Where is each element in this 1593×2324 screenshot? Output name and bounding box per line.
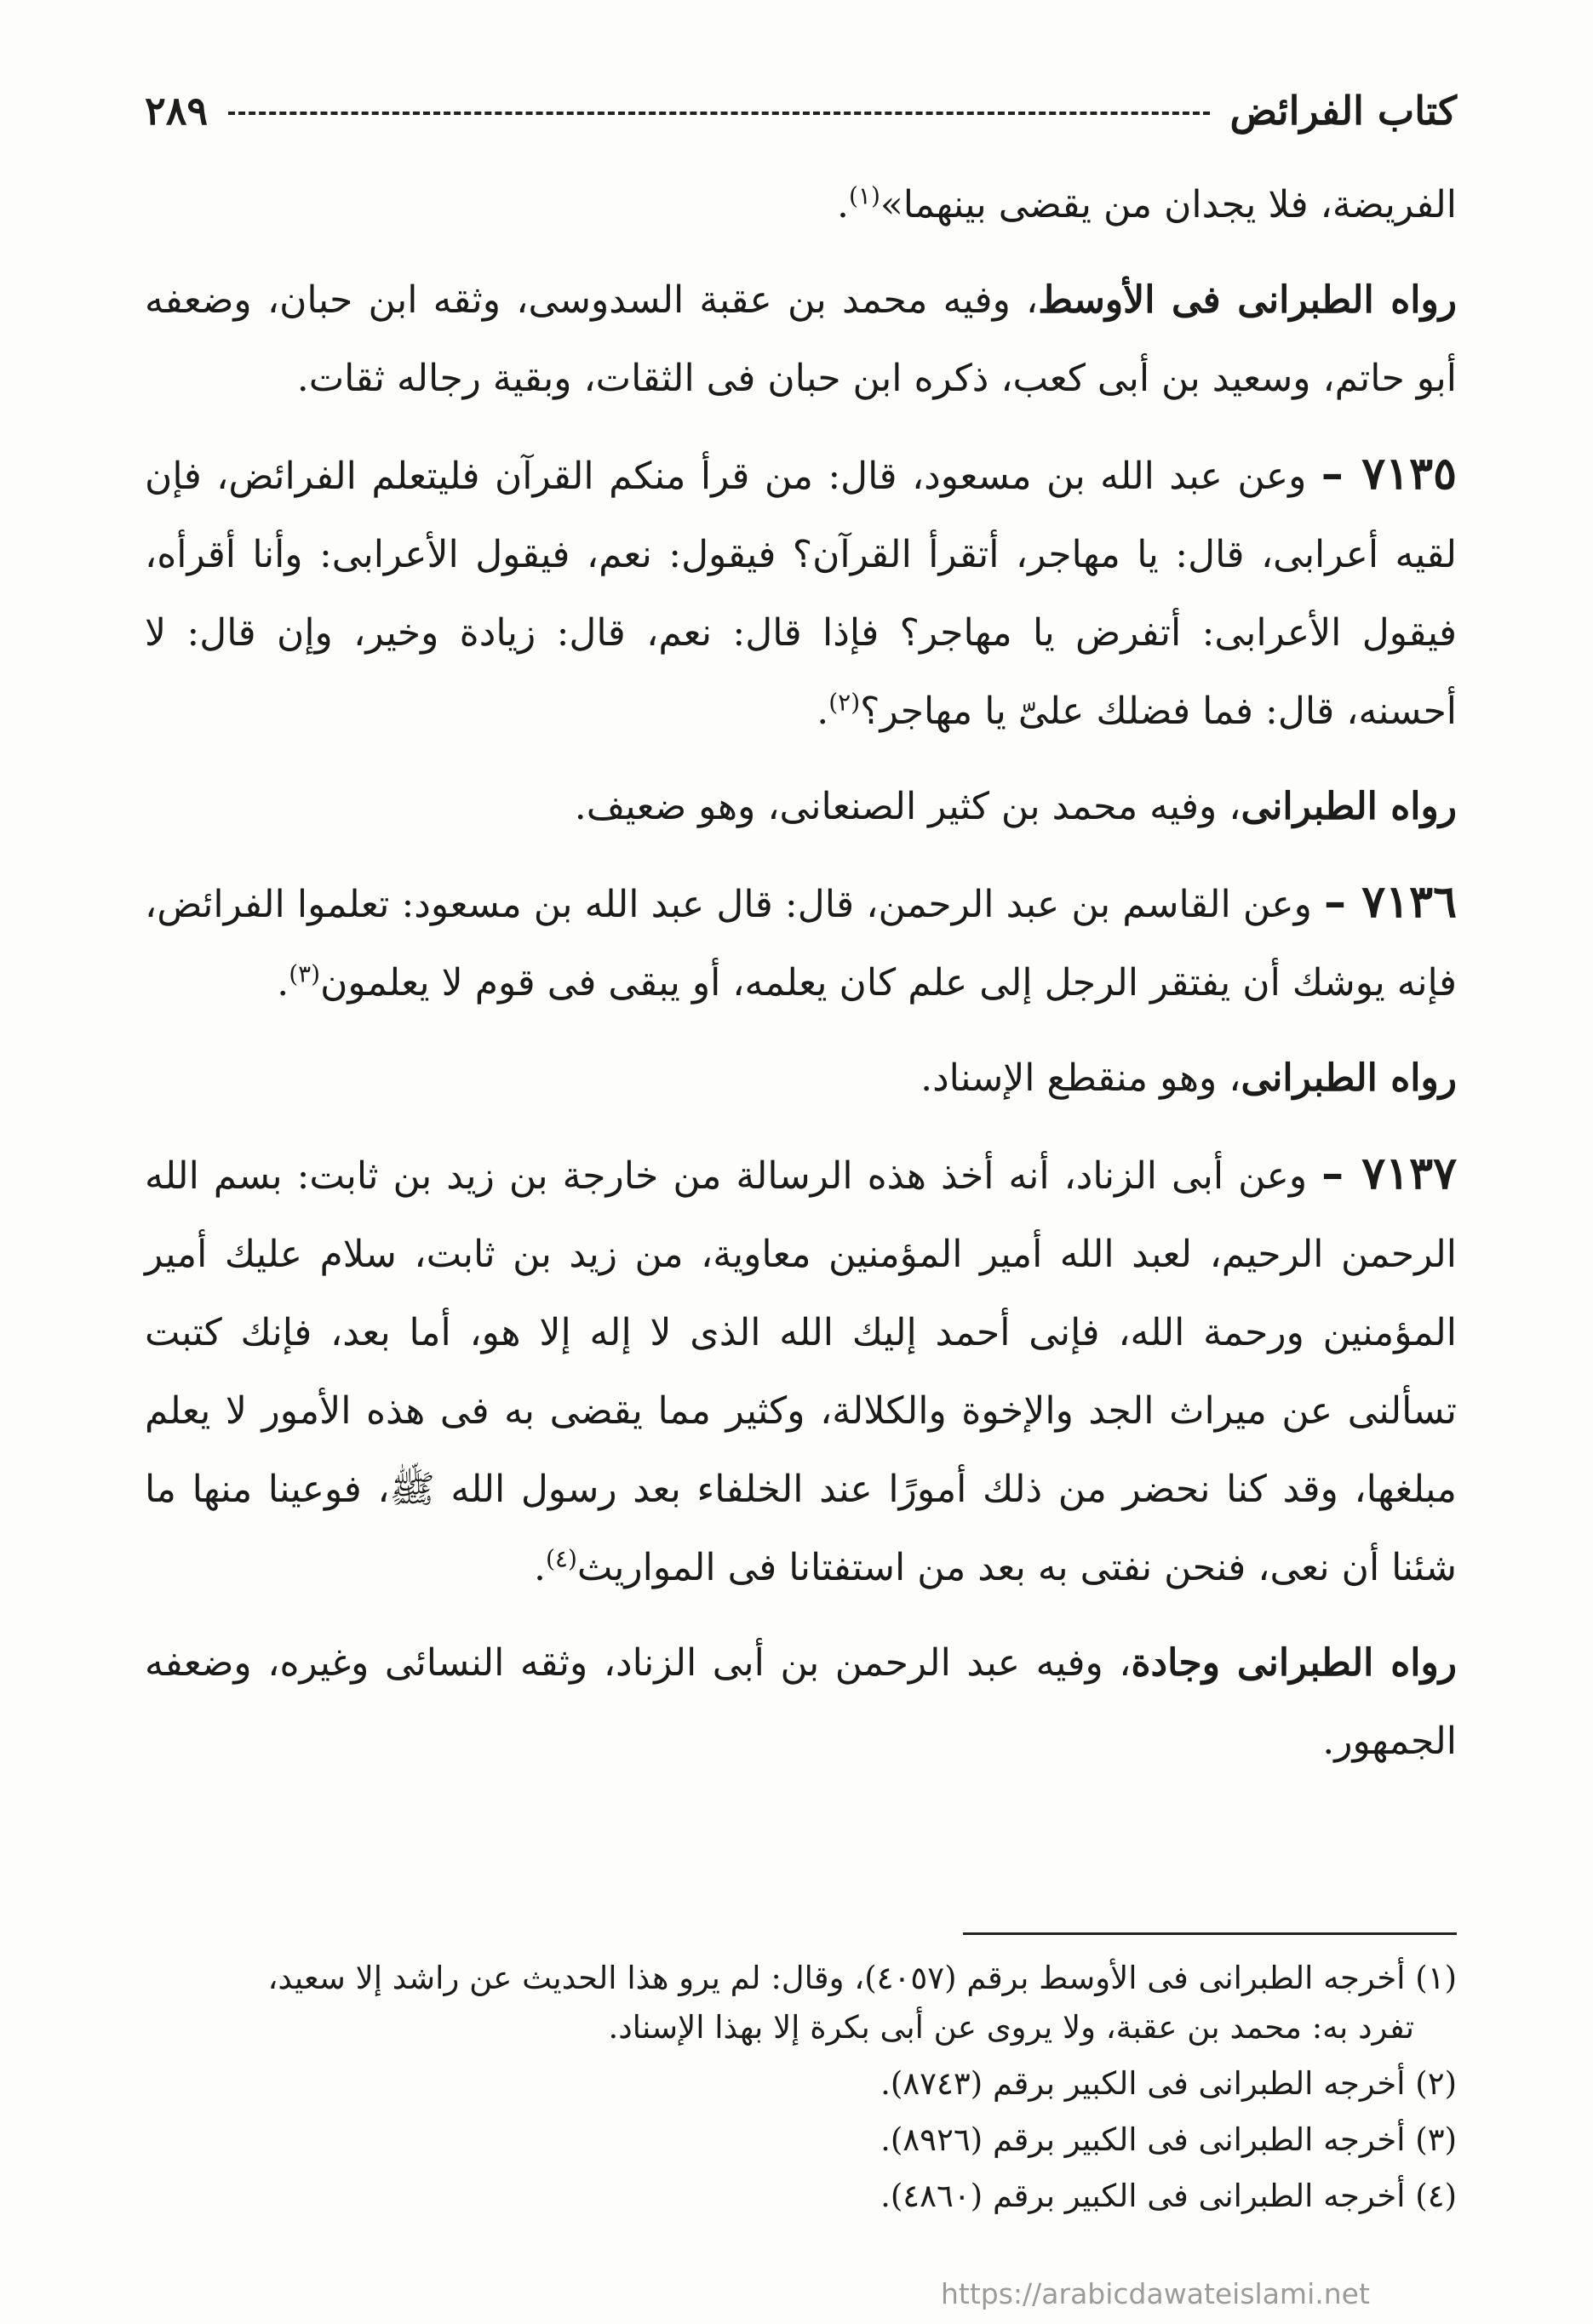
paragraph-text: ، وفيه محمد بن كثير الصنعانى، وهو ضعيف.: [574, 785, 1241, 828]
narrator-attribution: رواه الطبرانى وجادة: [1131, 1641, 1457, 1685]
footnote-text: (١) أخرجه الطبرانى فى الأوسط برقم (٤٠٥٧)، وقال: لم يرو هذا الحديث عن راشد إلا سعيد،: [267, 1960, 1457, 1996]
footnote-ref: (١): [848, 181, 880, 210]
hadith-number: ٧١٣٦ –: [1324, 876, 1457, 928]
paragraph-text: وعن عبد الله بن مسعود، قال: من قرأ منكم القرآن فليتعلم الفرائض، فإن لقيه أعرابى، قال: يا مهاجر، أتقرأ القرآن؟ فيقول: نعم، فيقول الأعرابى: وأنا أقرأه، فيقول الأعرابى: أتفرض يا مهاجر؟ فإذا قال: نعم، قال: زيادة وخير، وإن قال: لا أحسنه، قال: فما فضلك علىّ يا مهاجر؟: [145, 455, 1457, 733]
hadith-number: ٧١٣٧ –: [1321, 1148, 1457, 1199]
paragraph-end: .: [533, 1546, 546, 1589]
paragraph-continuation: [145, 166, 1457, 244]
paragraph-end: .: [277, 961, 289, 1005]
paragraph-text: الفريضة، فلا يجدان من يقضى بينهما»: [880, 183, 1457, 226]
footnote-2: [145, 2059, 1457, 2109]
footnote-3: [145, 2115, 1457, 2165]
paragraph-text: ، وفيه محمد بن عقبة السدوسى، وثقه ابن حبان، وضعفه أبو حاتم، وسعيد بن أبى كعب، ذكره ابن حبان فى الثقات، وبقية رجاله ثقات.: [145, 278, 1457, 400]
narrator-attribution: رواه الطبرانى: [1241, 1056, 1457, 1100]
header-dashed-rule: [228, 112, 1209, 115]
book-page: [145, 0, 1457, 2324]
footnote-divider: [963, 1932, 1457, 1935]
footnote-1: [145, 1954, 1457, 2052]
running-head: [145, 81, 1457, 140]
paragraph-text: وعن القاسم بن عبد الرحمن، قال: قال عبد الله بن مسعود: تعلموا الفرائض، فإنه يوشك أن يفتقر الرجل إلى علم كان يعلمه، أو يبقى فى قوم لا يعلمون: [145, 883, 1457, 1005]
watermark-url: https://arabicdawateislami.net: [941, 2277, 1370, 2310]
narration-note: [145, 768, 1457, 846]
paragraph-text: ، وفيه عبد الرحمن بن أبى الزناد، وثقه النسائى وغيره، وضعفه الجمهور.: [145, 1641, 1457, 1763]
footnote-4: [145, 2172, 1457, 2221]
paragraph-end: .: [817, 690, 829, 733]
narrator-attribution: رواه الطبرانى: [1241, 785, 1457, 828]
book-title: كتاب الفرائض: [1229, 88, 1457, 134]
footnote-ref: (٣): [289, 959, 321, 988]
footnote-text: (٣) أخرجه الطبرانى فى الكبير برقم (٨٩٢٦).: [880, 2121, 1457, 2158]
paragraph-text: وعن أبى الزناد، أنه أخذ هذه الرسالة من خارجة بن زيد بن ثابت: بسم الله الرحمن الرحيم، لعبد الله أمير المؤمنين معاوية، من زيد بن ثابت، سلام عليك أمير المؤمنين ورحمة الله، فإنى أحمد إليك الله الذى لا إله إلا هو، أما بعد، فإنك كتبت تسألنى عن ميراث الجد والإخوة والكلالة، وكثير مما يقضى به فى هذه الأمور لا يعلم مبلغها، وقد كنا نحضر من ذلك أمورًا عند الخلفاء بعد رسول الله ﷺ، فوعينا منها ما شئنا أن نعى، فنحن نفتى به بعد من استفتانا فى المواريث: [145, 1154, 1457, 1589]
hadith-7137: [145, 1135, 1457, 1607]
narrator-attribution: رواه الطبرانى فى الأوسط: [1038, 278, 1457, 322]
footnote-ref: (٤): [545, 1544, 577, 1573]
footnote-text: (٢) أخرجه الطبرانى فى الكبير برقم (٨٧٤٣).: [880, 2065, 1457, 2102]
footnote-text: (٤) أخرجه الطبرانى فى الكبير برقم (٤٨٦٠).: [880, 2178, 1457, 2214]
hadith-number: ٧١٣٥ –: [1321, 448, 1457, 500]
footnotes: [145, 1954, 1457, 2228]
narration-note: [145, 1624, 1457, 1781]
footnote-ref: (٢): [828, 688, 861, 717]
narration-note: [145, 261, 1457, 418]
paragraph-end: .: [836, 183, 849, 226]
narration-note: [145, 1039, 1457, 1118]
footnote-continuation: تفرد به: محمد بن عقبة، ولا يروى عن أبى بكرة إلا بهذا الإسناد.: [608, 2009, 1414, 2046]
body-text: [145, 166, 1457, 1781]
hadith-7135: [145, 435, 1457, 751]
paragraph-text: ، وهو منقطع الإسناد.: [920, 1056, 1241, 1100]
hadith-7136: [145, 863, 1457, 1022]
page-number: ٢٨٩: [145, 88, 209, 134]
